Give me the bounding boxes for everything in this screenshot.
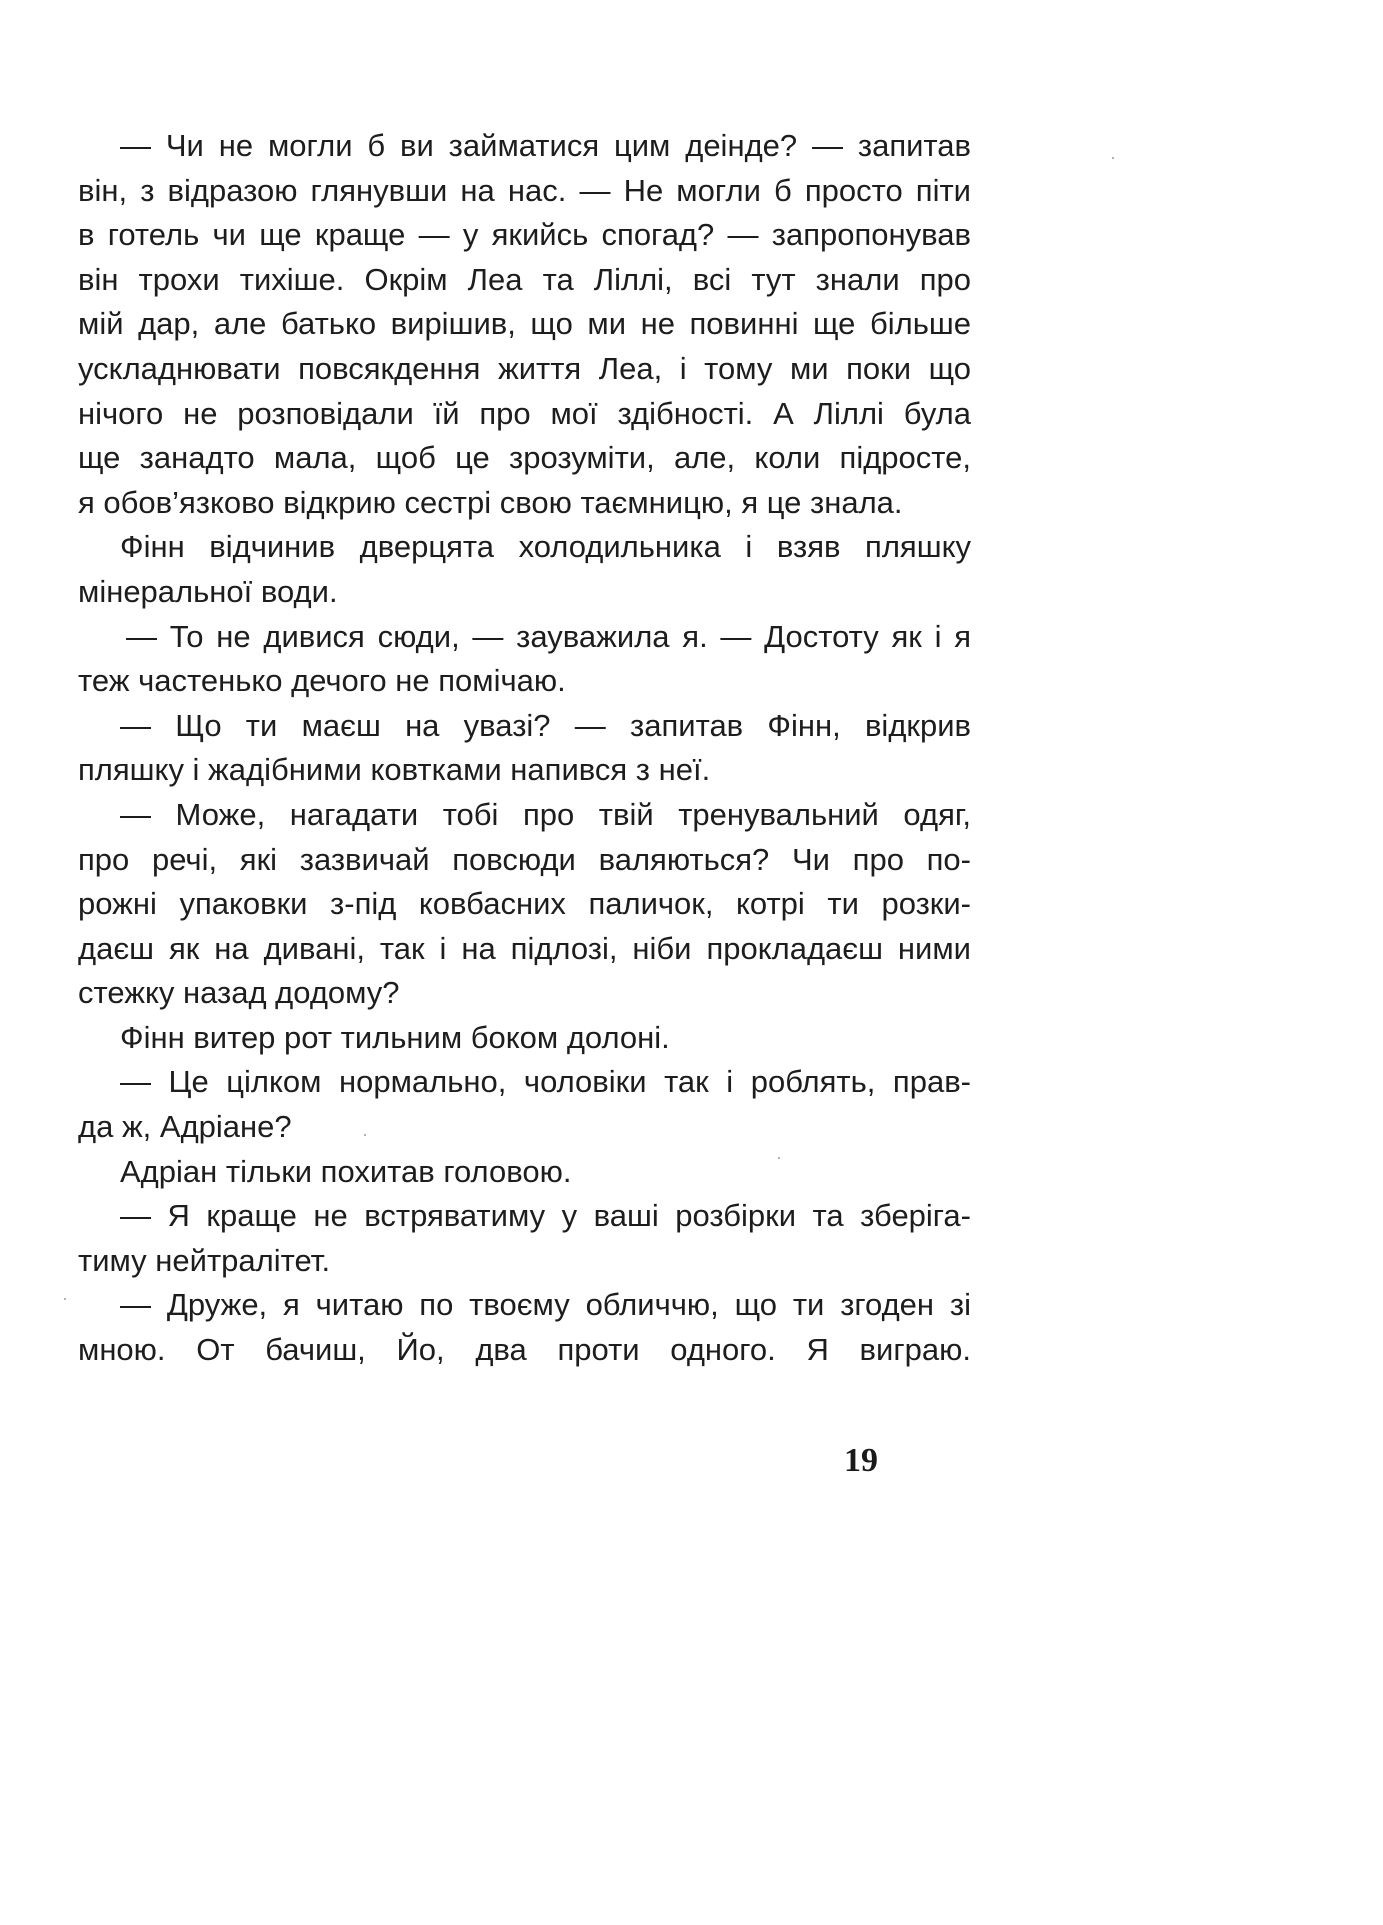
text-line: — Я краще не встряватиму у ваші розбірки та зберіга- xyxy=(120,1198,971,1234)
text-line: нічого не розповідали їй про мої здібності. А Ліллі була xyxy=(78,395,971,431)
text-line: мінеральної води. xyxy=(78,573,338,609)
text-line: — То не дивися сюди, — зауважила я. — Достоту як і я xyxy=(126,618,971,654)
scan-speck xyxy=(64,1298,66,1300)
text-line: Фінн відчинив дверцята холодильника і взяв пляшку xyxy=(120,529,971,565)
text-line: — Чи не могли б ви займатися цим деінде? — запитав xyxy=(120,128,971,163)
text-line: мій дар, але батько вирішив, що ми не повинні ще більше xyxy=(78,306,971,342)
text-line: рожні упаковки з-під ковбасних паличок, котрі ти розки- xyxy=(78,886,971,922)
text-line: — Це цілком нормально, чоловіки так і роблять, прав- xyxy=(120,1064,971,1100)
scan-speck xyxy=(778,1157,780,1159)
text-line: він, з відразою глянувши на нас. — Не могли б просто піти xyxy=(78,172,971,208)
text-line: — Може, нагадати тобі про твій тренувальний одяг, xyxy=(120,796,971,832)
page-number: 19 xyxy=(844,1442,878,1479)
text-line: я обов’язково відкрию сестрі свою таємницю, я це знала. xyxy=(78,484,903,520)
text-line: він трохи тихіше. Окрім Леа та Ліллі, всі тут знали про xyxy=(78,261,971,297)
text-line: теж частенько дечого не помічаю. xyxy=(78,663,566,699)
body-text xyxy=(78,124,971,1373)
text-line: ускладнювати повсякдення життя Леа, і тому ми поки що xyxy=(78,350,971,386)
scan-speck xyxy=(1112,157,1114,159)
text-line: тиму нейтралітет. xyxy=(78,1242,331,1278)
text-line: — Що ти маєш на увазі? — запитав Фінн, відкрив xyxy=(120,707,971,743)
text-line: Адріан тільки похитав головою. xyxy=(120,1153,572,1189)
text-line: пляшку і жадібними ковтками напився з неї. xyxy=(78,752,711,788)
text-line: стежку назад додому? xyxy=(78,975,400,1011)
text-line: да ж, Адріане? xyxy=(78,1109,292,1145)
text-line: про речі, які зазвичай повсюди валяються? Чи про по- xyxy=(78,841,971,877)
scan-speck xyxy=(364,1134,366,1136)
text-line: ще занадто мала, щоб це зрозуміти, але, коли підросте, xyxy=(78,440,971,476)
text-line: мною. От бачиш, Йо, два проти одного. Я виграю. xyxy=(78,1332,971,1368)
text-line: — Друже, я читаю по твоєму обличчю, що ти згоден зі xyxy=(120,1287,971,1323)
text-line: Фінн витер рот тильним боком долоні. xyxy=(120,1019,670,1055)
text-line: в готель чи ще краще — у якийсь спогад? — запропонував xyxy=(78,217,971,253)
text-line: даєш як на дивані, так і на підлозі, ніби прокладаєш ними xyxy=(78,930,971,966)
